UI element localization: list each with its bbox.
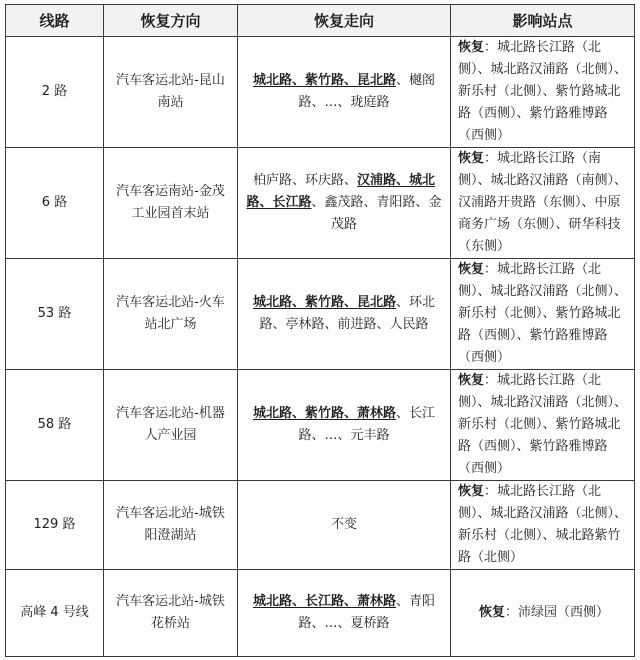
text-run: ：城北路长江路（北侧）、城北路汉浦路（北侧）、新乐村（北侧）、城北路紫竹路（北侧） [458, 484, 628, 565]
stops-cell [451, 570, 635, 657]
table-row [6, 370, 635, 481]
text-run: 不变 [330, 517, 357, 532]
bold-text: 恢复 [458, 484, 485, 499]
line-cell: 129 路 [6, 481, 104, 570]
bold-text: 城北路、紫竹路、昆北路 [252, 73, 396, 88]
route-cell [238, 37, 451, 148]
bold-text: 恢复 [458, 40, 485, 55]
text-run: ：城北路长江路（北侧）、城北路汉浦路（北侧）、新乐村（北侧）、紫竹路城北路（西侧）、紫竹路雅博路（西侧） [458, 40, 628, 143]
stops-cell [451, 37, 635, 148]
direction-cell: 汽车客运北站-火车站北广场 [104, 259, 238, 370]
route-cell [238, 370, 451, 481]
header-stops: 影响站点 [451, 5, 635, 37]
header-line: 线路 [6, 5, 104, 37]
bold-text: 城北路、长江路、萧林路 [252, 594, 396, 609]
text-run: ：城北路长江路（南侧）、城北路汉浦路（南侧）、汉浦路开贵路（东侧）、中原商务广场（东侧）、研华科技（东侧） [458, 151, 628, 254]
bold-text: 恢复 [478, 605, 505, 620]
direction-cell: 汽车客运南站-金茂工业园首末站 [104, 148, 238, 259]
bold-text: 恢复 [458, 373, 485, 388]
direction-cell: 汽车客运北站-昆山南站 [104, 37, 238, 148]
bold-text: 恢复 [458, 262, 485, 277]
header-row [6, 5, 635, 37]
route-cell [238, 259, 451, 370]
route-cell [238, 481, 451, 570]
route-cell [238, 148, 451, 259]
text-run: 柏庐路、环庆路、 [252, 173, 357, 188]
text-run: ：城北路长江路（北侧）、城北路汉浦路（北侧）、新乐村（北侧）、紫竹路城北路（西侧）、紫竹路雅博路（西侧） [458, 262, 628, 365]
direction-cell: 汽车客运北站-城铁阳澄湖站 [104, 481, 238, 570]
header-direction: 恢复方向 [104, 5, 238, 37]
line-cell: 58 路 [6, 370, 104, 481]
table-row [6, 570, 635, 657]
route-cell [238, 570, 451, 657]
direction-cell: 汽车客运北站-机器人产业园 [104, 370, 238, 481]
table-row [6, 259, 635, 370]
line-cell: 高峰 4 号线 [6, 570, 104, 657]
stops-cell [451, 259, 635, 370]
bold-text: 汉浦路、城北路、长江路 [246, 173, 436, 210]
text-run: 、青阳路、…、夏桥路 [298, 594, 436, 631]
table-row [6, 481, 635, 570]
text-run: 、鑫茂路、青阳路、金茂路 [311, 195, 442, 232]
table-row [6, 37, 635, 148]
text-run: 、环北路、亭林路、前进路、人民路 [259, 295, 436, 332]
bold-text: 恢复 [458, 151, 485, 166]
text-run: 、长江路、…、元丰路 [298, 406, 436, 443]
header-route: 恢复走向 [238, 5, 451, 37]
line-cell: 53 路 [6, 259, 104, 370]
text-run: ：沛绿园（西侧） [505, 605, 610, 620]
bold-text: 城北路、紫竹路、昆北路 [252, 295, 396, 310]
stops-cell [451, 370, 635, 481]
text-run: ：城北路长江路（北侧）、城北路汉浦路（北侧）、新乐村（北侧）、紫竹路城北路（西侧）、紫竹路雅博路（西侧） [458, 373, 628, 476]
stops-cell [451, 148, 635, 259]
direction-cell: 汽车客运北站-城铁花桥站 [104, 570, 238, 657]
stops-cell [451, 481, 635, 570]
bold-text: 城北路、紫竹路、萧林路 [252, 406, 396, 421]
text-run: 、樾阁路、…、珑庭路 [298, 73, 436, 110]
line-cell: 6 路 [6, 148, 104, 259]
table-row [6, 148, 635, 259]
bus-route-table [5, 4, 635, 657]
line-cell: 2 路 [6, 37, 104, 148]
